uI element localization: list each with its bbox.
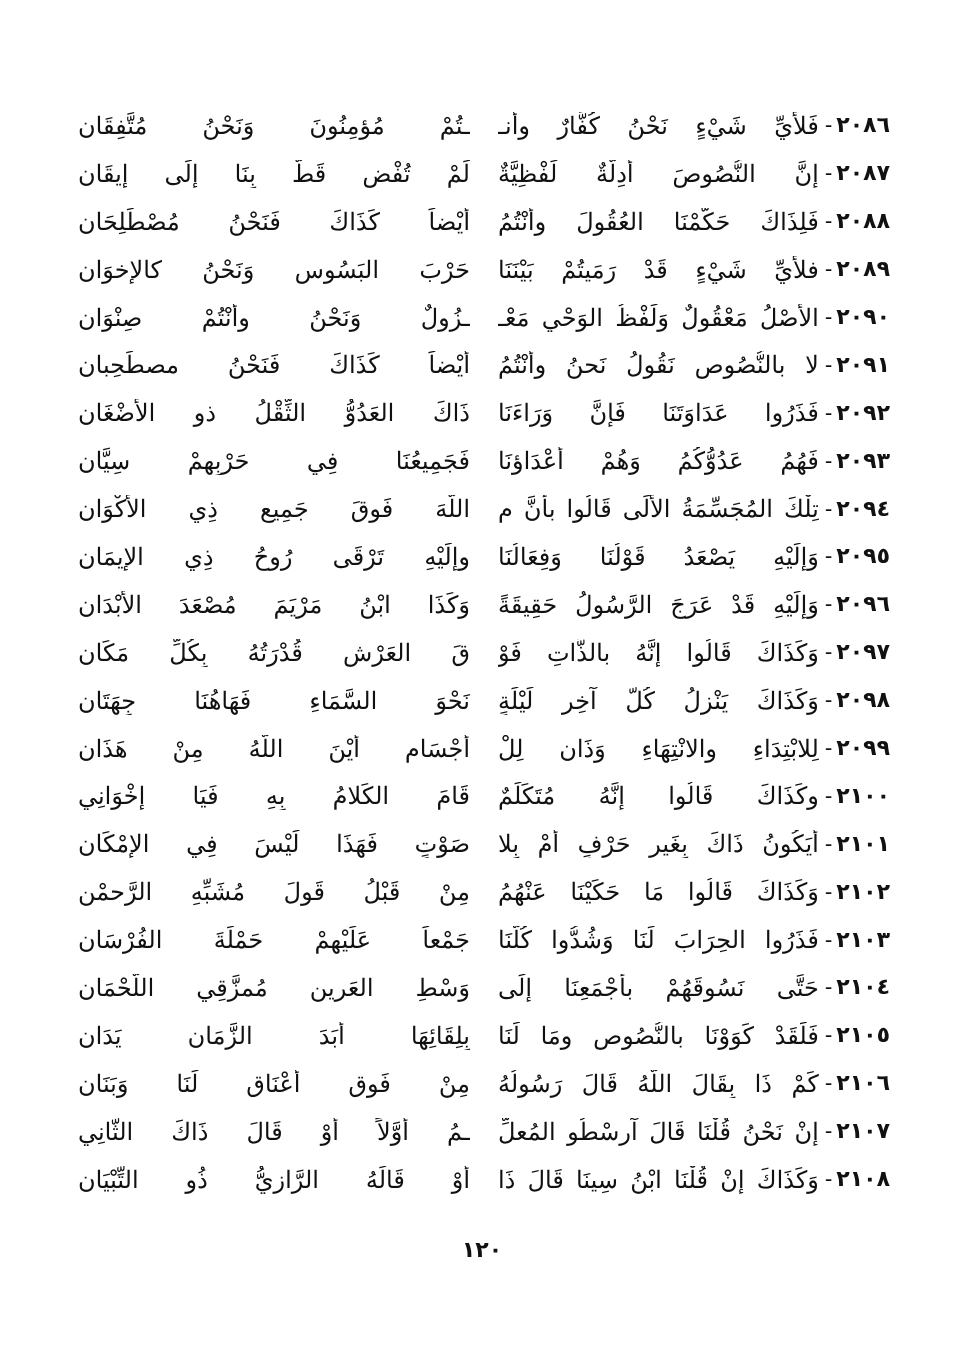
verse-line xyxy=(78,1060,890,1108)
first-hemistich xyxy=(498,304,890,332)
verse-line xyxy=(78,629,890,677)
second-hemistich: أوْ قَالَهُ الرَّازِيُّ ذُو التِّبْيَانِ xyxy=(78,1165,470,1194)
second-hemistich: نَحْوَ السَّمَاءِ فَهَاهُنَا جِهَتَانِ xyxy=(78,686,470,715)
second-hemistich: قَامَ الكَلامُ بِهِ فَيَا إخْوَانِي xyxy=(78,782,470,811)
verse-number-separator: - xyxy=(824,209,833,235)
verse-line xyxy=(78,820,890,868)
first-hemistich-text: تِلْكَ المُجَسِّمَةُ الأُلَى قَالُوا بأنَّ م xyxy=(498,495,819,524)
verse-line xyxy=(78,341,890,389)
first-hemistich-text: وَإلَيْهِ يَصْعَدُ قَوْلُنَا وَفِعَالُنَا xyxy=(498,542,819,571)
first-hemistich xyxy=(498,543,890,571)
verse-line xyxy=(78,1012,890,1060)
verse-number-separator: - xyxy=(824,927,833,953)
first-hemistich-text: فَذَرُوا عَدَاوَتَنَا فَإنَّ وَرَاءَنَا xyxy=(498,399,819,428)
verse-number: ٢١٠٥ xyxy=(836,1023,890,1049)
verse-line xyxy=(78,198,890,246)
verse-line xyxy=(78,389,890,437)
verse-number-separator: - xyxy=(824,736,833,762)
verse-number-separator: - xyxy=(824,1023,833,1049)
poem-verses xyxy=(78,102,890,1203)
first-hemistich-text: وَكَذَاكَ إنْ قُلْنَا ابْنُ سِينَا قَالَ ذَا xyxy=(498,1165,819,1194)
verse-number: ٢٠٩٧ xyxy=(836,640,890,666)
verse-line xyxy=(78,102,890,150)
verse-number-separator: - xyxy=(824,257,833,283)
verse-number-separator: - xyxy=(824,1119,833,1145)
first-hemistich xyxy=(498,735,890,763)
first-hemistich-text: فَلَقَدْ كَوَوْنَا بالنُّصُوصِ ومَا لَنَا xyxy=(498,1021,819,1050)
verse-number: ٢٠٩٣ xyxy=(836,448,890,474)
verse-number-separator: - xyxy=(824,783,833,809)
verse-number: ٢١٠٠ xyxy=(836,783,890,809)
first-hemistich xyxy=(498,1118,890,1146)
verse-number: ٢١٠٨ xyxy=(836,1167,890,1193)
verse-number: ٢١٠٧ xyxy=(836,1119,890,1145)
verse-number-separator: - xyxy=(824,161,833,187)
first-hemistich-text: لا بالنُّصُوصِ نَقُولُ نَحنُ وأنْتُمُ xyxy=(498,351,819,380)
first-hemistich-text: الأصْلُ مَعْقُولٌ وَلَفْظُ الوَحْيِ مَعْـ xyxy=(498,303,819,332)
first-hemistich-text: إنْ نَحْنُ قُلْنَا قَالَ آرِسْطُو المُعلِّ xyxy=(498,1117,819,1146)
verse-number-separator: - xyxy=(824,400,833,426)
second-hemistich: أجْسَامِ أيْنَ اللَّهُ مِنْ هَذَانِ xyxy=(78,734,470,763)
verse-line xyxy=(78,294,890,342)
verse-line xyxy=(78,916,890,964)
verse-number: ٢٠٨٨ xyxy=(836,209,890,235)
verse-number: ٢٠٩٥ xyxy=(836,544,890,570)
first-hemistich xyxy=(498,351,890,379)
second-hemistich: صَوْتٍ فَهَذَا لَيْسَ فِي الإمْكَانِ xyxy=(78,830,470,859)
first-hemistich-text: أيَكُونُ ذَاكَ بِغَيرِ حَرْفٍ أمْ بِلا xyxy=(498,830,819,859)
second-hemistich: أيْضاً كَذَاكَ فَنَحْنُ مُصْطَلِحَانِ xyxy=(78,207,470,236)
verse-number: ٢٠٩٩ xyxy=(836,736,890,762)
first-hemistich xyxy=(498,639,890,667)
verse-number: ٢١٠٢ xyxy=(836,879,890,905)
first-hemistich xyxy=(498,926,890,954)
first-hemistich-text: فَلِذَاكَ حَكَّمْنَا العُقُولَ وأنْتُمُ xyxy=(498,207,819,236)
verse-number: ٢١٠٦ xyxy=(836,1071,890,1097)
second-hemistich: ـزُولٌ وَنَحْنُ وأنْتُمْ صِنْوَانِ xyxy=(78,303,470,332)
first-hemistich-text: حَتَّى نَسُوقَهُمْ بأجْمَعِنَا إلَى xyxy=(498,973,819,1002)
verse-number: ٢٠٨٦ xyxy=(836,113,890,139)
verse-number: ٢١٠١ xyxy=(836,831,890,857)
second-hemistich: وَسْطِ العَرِينِ مُمزَّقِي اللُّحْمَانِ xyxy=(78,973,470,1002)
verse-number: ٢٠٨٧ xyxy=(836,161,890,187)
first-hemistich-text: إنَّ النُّصُوصَ أدِلَّةٌ لَفْظِيَّةٌ xyxy=(498,159,819,188)
verse-number-separator: - xyxy=(824,688,833,714)
second-hemistich: وإلَيْهِ تَرْقَى رُوحُ ذِي الإيمَانِ xyxy=(78,542,470,571)
first-hemistich-text: وَكَذَاكَ يَنْزِلُ كُلَّ آخِرِ لَيْلَةٍ xyxy=(498,686,819,715)
second-hemistich: أيْضاً كَذَاكَ فَنَحْنُ مصطَحِبانِ xyxy=(78,351,470,380)
second-hemistich: ـمُ أوَّلاً أوْ قَالَ ذَاكَ الثَّانِي xyxy=(78,1117,470,1146)
verse-line xyxy=(78,1108,890,1156)
verse-line xyxy=(78,868,890,916)
first-hemistich xyxy=(498,782,890,810)
verse-number: ٢٠٩٤ xyxy=(836,496,890,522)
first-hemistich xyxy=(498,1022,890,1050)
verse-line xyxy=(78,437,890,485)
verse-number: ٢٠٩٦ xyxy=(836,592,890,618)
verse-number: ٢١٠٤ xyxy=(836,975,890,1001)
verse-line xyxy=(78,772,890,820)
second-hemistich: وَكَذَا ابْنُ مَرْيَمَ مُصْعَدَ الأبْدَانِ xyxy=(78,590,470,619)
verse-number-separator: - xyxy=(824,1071,833,1097)
second-hemistich: مِنْ فَوقِ أعْنَاقٍ لَنَا وَبَنَانِ xyxy=(78,1069,470,1098)
verse-number: ٢١٠٣ xyxy=(836,927,890,953)
verse-number: ٢٠٩١ xyxy=(836,352,890,378)
second-hemistich: فَجَمِيعُنَا فِي حَرْبِهِمْ سِيَّانِ xyxy=(78,447,470,476)
first-hemistich-text: وَكَذَاكَ قَالُوا إنَّهُ بالذَّاتِ فَوْ xyxy=(498,638,819,667)
second-hemistich: جَمْعاً عَلَيْهِمْ حَمْلَةَ الفُرْسَانِ xyxy=(78,926,470,955)
first-hemistich xyxy=(498,495,890,523)
second-hemistich: مِنْ قَبْلُ قَولَ مُشَبِّهِ الرَّحمْنِ xyxy=(78,878,470,907)
verse-number-separator: - xyxy=(824,496,833,522)
second-hemistich: حَرْبَ البَسُوسِ وَنَحْنُ كالإخوَانِ xyxy=(78,255,470,284)
first-hemistich-text: فلأيِّ شَيْءٍ قَدْ رَمَيتُمْ بَيْنَنَا xyxy=(498,255,819,284)
verse-line xyxy=(78,581,890,629)
second-hemistich: اللَّهَ فَوقَ جَمِيعِ ذِي الأكْوَانِ xyxy=(78,495,470,524)
verse-line xyxy=(78,1156,890,1204)
verse-number-separator: - xyxy=(824,640,833,666)
verse-number-separator: - xyxy=(824,448,833,474)
verse-number-separator: - xyxy=(824,352,833,378)
first-hemistich-text: كَمْ ذَا بِقَالَ اللَّهُ قَالَ رَسُولُهُ xyxy=(498,1069,819,1098)
first-hemistich xyxy=(498,112,890,140)
first-hemistich xyxy=(498,160,890,188)
verse-number-separator: - xyxy=(824,879,833,905)
first-hemistich-text: وَكَذَاكَ قَالُوا مَا حَكَيْنَا عَنْهُمُ xyxy=(498,878,819,907)
verse-line xyxy=(78,725,890,773)
first-hemistich-text: لِلابْتِدَاءِ والانْتِهَاءِ وَذَانِ لِلْ xyxy=(498,734,819,763)
verse-line xyxy=(78,533,890,581)
first-hemistich xyxy=(498,208,890,236)
verse-number-separator: - xyxy=(824,305,833,330)
first-hemistich-text: وكَذَاكَ قَالُوا إنَّهُ مُتَكَلِّمٌ xyxy=(498,782,819,811)
verse-number-separator: - xyxy=(824,975,833,1001)
first-hemistich xyxy=(498,591,890,619)
first-hemistich xyxy=(498,830,890,858)
page-number: ١٢٠ xyxy=(461,1238,503,1263)
verse-line xyxy=(78,964,890,1012)
first-hemistich-text: وَإلَيْهِ قَدْ عَرَجَ الرَّسُولُ حَقِيقَةً xyxy=(498,590,819,619)
verse-number-separator: - xyxy=(824,1167,833,1193)
first-hemistich-text: فَهُمُ عَدُوُّكُمُ وَهُمْ أعْدَاؤنَا xyxy=(498,447,819,476)
first-hemistich-text: فَذَرُوا الحِرَابَ لَنَا وَشُدُّوا كُلُّنَا xyxy=(498,926,819,955)
verse-number-separator: - xyxy=(824,113,833,139)
verse-number: ٢٠٨٩ xyxy=(836,257,890,283)
verse-line xyxy=(78,246,890,294)
verse-number-separator: - xyxy=(824,544,833,570)
verse-line xyxy=(78,485,890,533)
verse-number-separator: - xyxy=(824,831,833,857)
verse-number: ٢٠٩٢ xyxy=(836,400,890,426)
first-hemistich xyxy=(498,1166,890,1194)
first-hemistich-text: فَلأَيِّ شَيْءٍ نَحْنُ كُفَّارٌ وأنـ xyxy=(498,111,819,140)
first-hemistich xyxy=(498,447,890,475)
verse-line xyxy=(78,150,890,198)
verse-number: ٢٠٩٠ xyxy=(836,305,890,330)
verse-line xyxy=(78,677,890,725)
first-hemistich xyxy=(498,256,890,284)
second-hemistich: لَمْ تُفْضِ قَطُّ بِنَا إلَى إيقَانِ xyxy=(78,159,470,188)
first-hemistich xyxy=(498,1070,890,1098)
first-hemistich xyxy=(498,878,890,906)
first-hemistich xyxy=(498,687,890,715)
first-hemistich xyxy=(498,974,890,1002)
second-hemistich: ذَاكَ العَدُوُّ الثِّقْلُ ذو الأضْغَانِ xyxy=(78,399,470,428)
second-hemistich: ـتُمْ مُؤمِنُونَ وَنَحْنُ مُتَّفِقَانِ xyxy=(78,111,470,140)
verse-number-separator: - xyxy=(824,592,833,618)
verse-number: ٢٠٩٨ xyxy=(836,688,890,714)
second-hemistich: بِلِقَائِهَا أبَدَ الزَّمَانِ يَدَانِ xyxy=(78,1021,470,1050)
first-hemistich xyxy=(498,399,890,427)
second-hemistich: قَ العَرْشِ قُدْرَتُهُ بِكُلِّ مَكَانِ xyxy=(78,638,470,667)
